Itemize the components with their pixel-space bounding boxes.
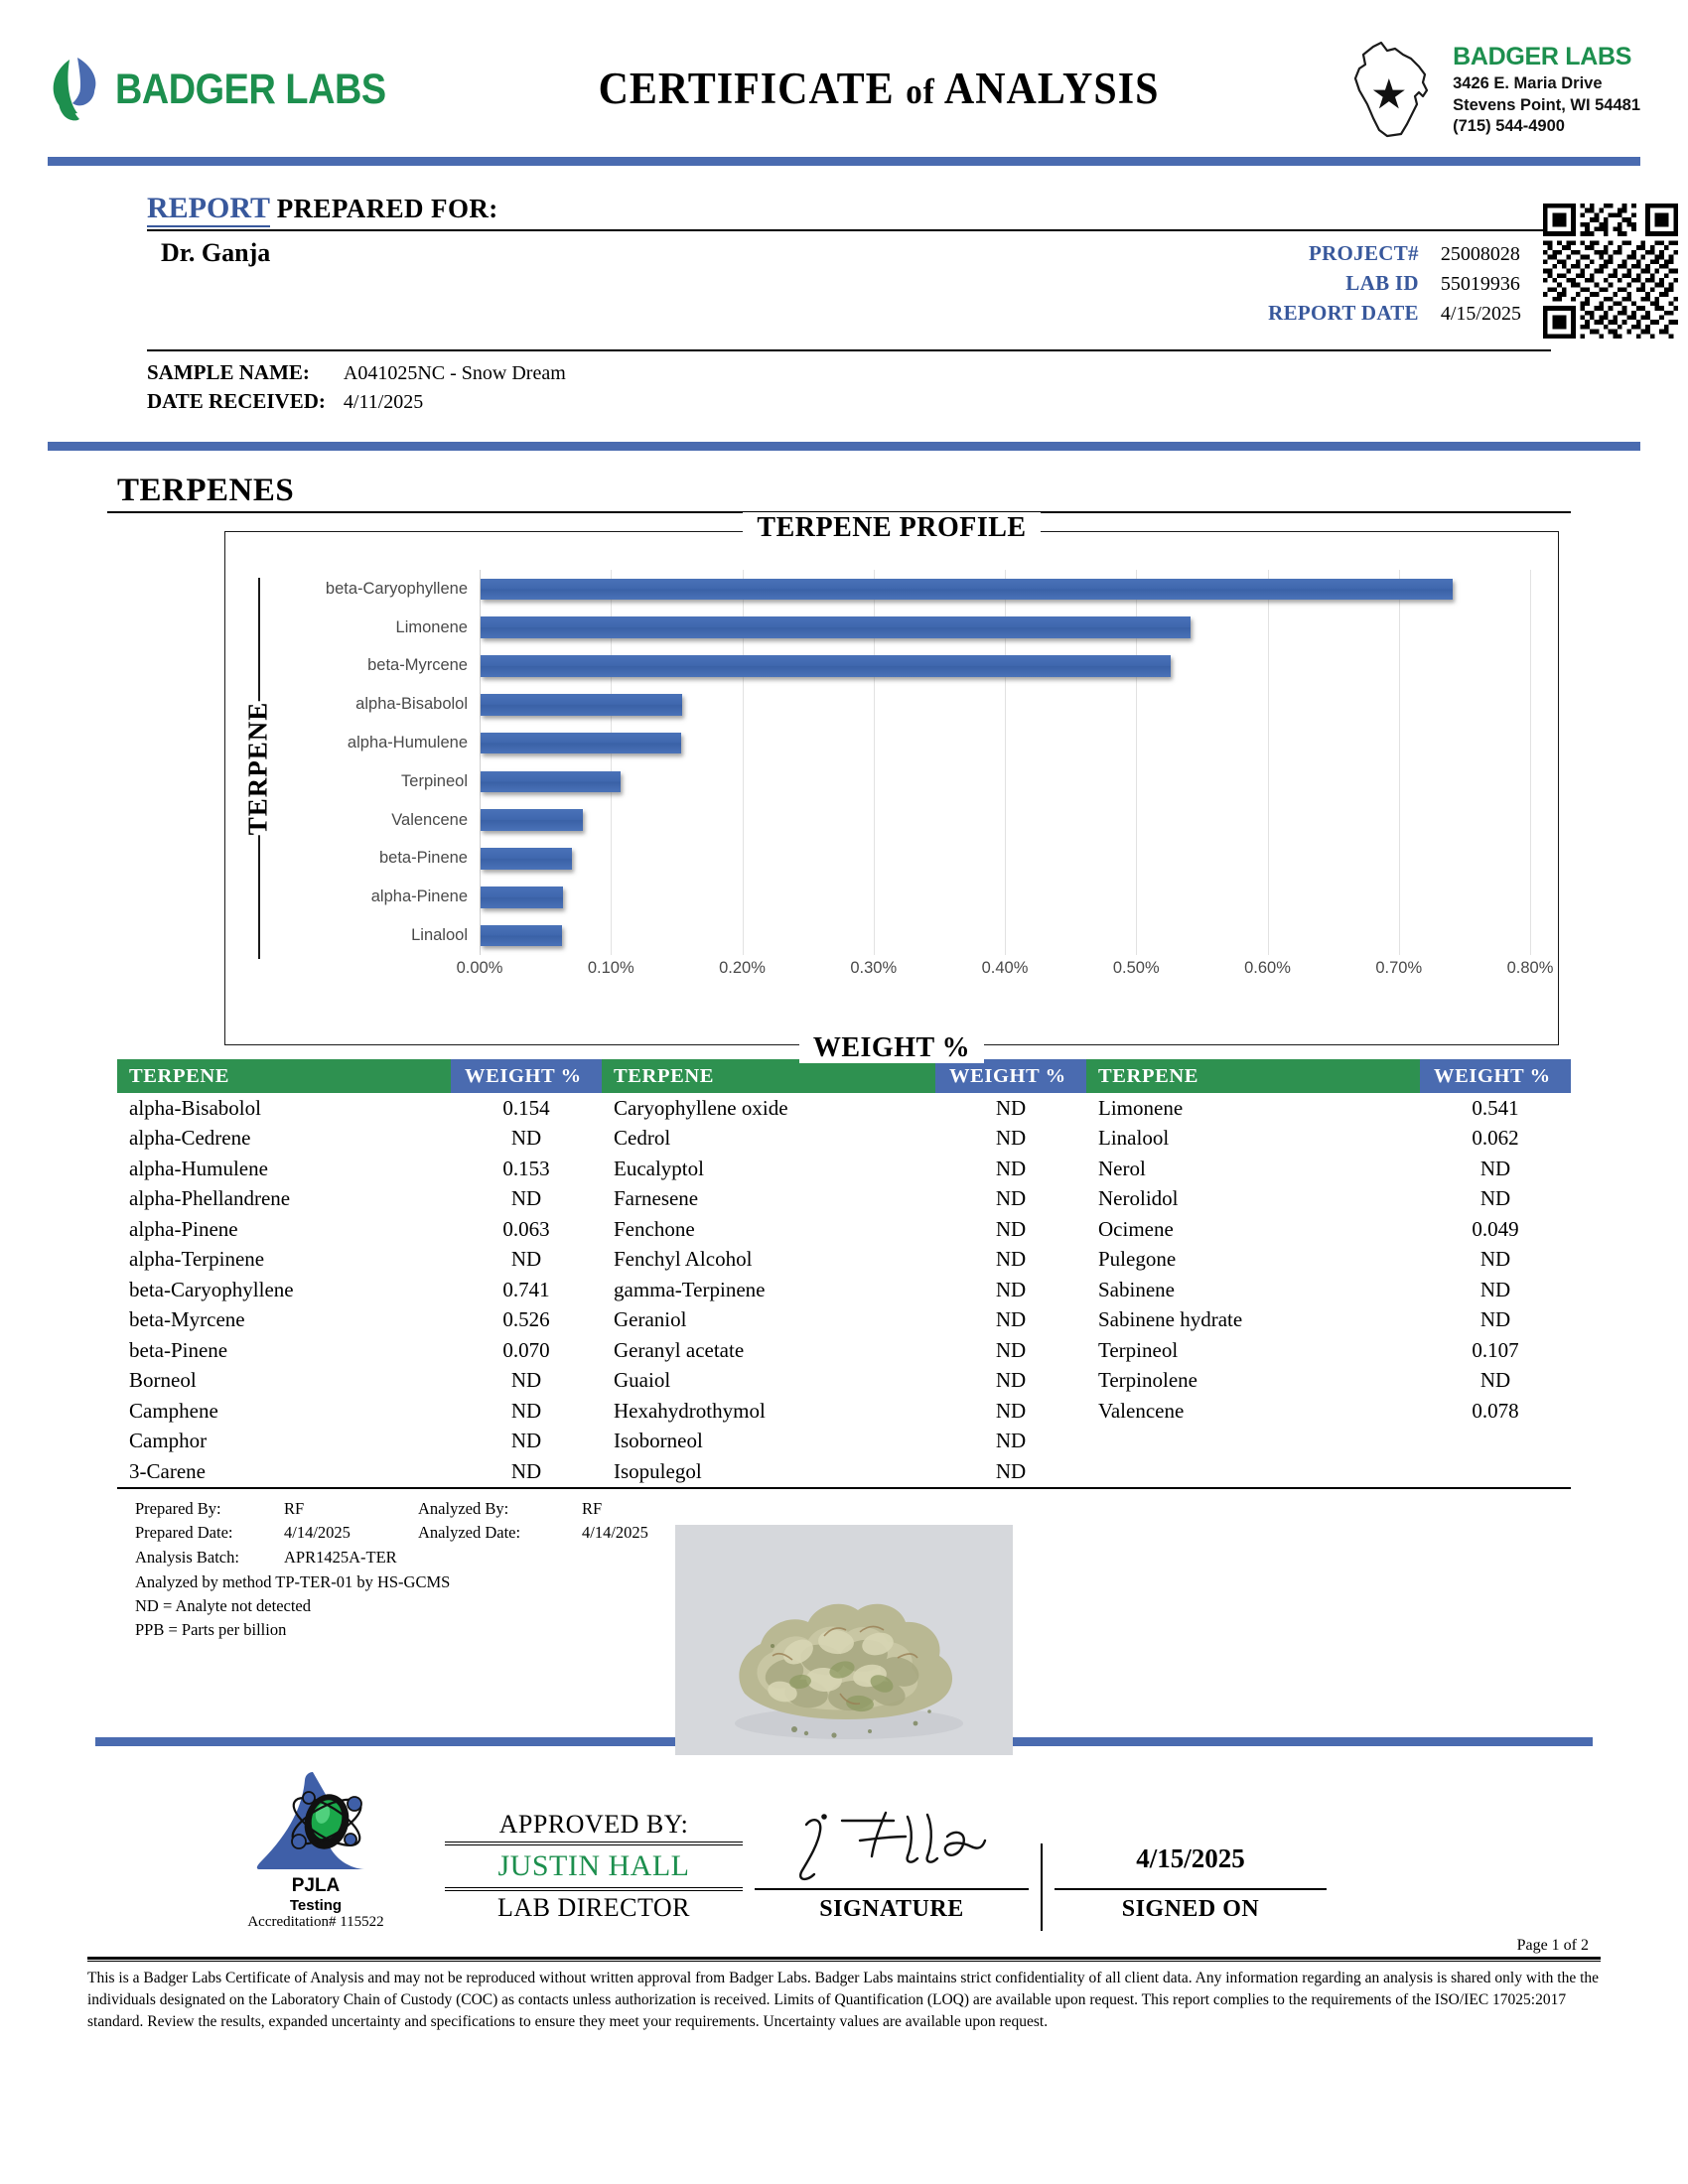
terpene-name: Eucalyptol [614, 1156, 704, 1180]
terpene-weight-value: ND [510, 1398, 542, 1423]
prepared-by-row [135, 1497, 1571, 1522]
approved-by-name: JUSTIN HALL [497, 1848, 690, 1882]
terpene-weight-value: ND [510, 1126, 542, 1151]
chart-tick-line [1530, 570, 1531, 955]
terpene-weight-value: ND [510, 1429, 542, 1453]
address-line-2: Stevens Point, WI 54481 [1453, 95, 1640, 114]
brand-block [48, 56, 514, 123]
table-row [117, 1456, 602, 1487]
table-row [1086, 1366, 1571, 1397]
sample-divider [147, 349, 1551, 351]
address-phone: (715) 544-4900 [1453, 117, 1565, 136]
chart-bar [481, 887, 563, 908]
terpene-profile-chart [224, 512, 1559, 1063]
terpene-name: Caryophyllene oxide [614, 1095, 788, 1120]
brand-name: BADGER LABS [115, 65, 386, 113]
prepared-by-value: RF [284, 1498, 305, 1518]
terpene-weight-value: 0.526 [502, 1307, 550, 1332]
table-row [1086, 1124, 1571, 1155]
terpene-weight-value: ND [1479, 1186, 1511, 1211]
date-received-row [147, 387, 566, 416]
terpene-name: alpha-Pinene [129, 1216, 238, 1241]
chart-bar-row [281, 647, 1530, 686]
table-row [117, 1184, 602, 1215]
signed-on-rule [1055, 1888, 1327, 1890]
terpene-name: beta-Myrcene [129, 1307, 245, 1332]
terpene-name: alpha-Bisabolol [129, 1095, 261, 1120]
header-divider [48, 157, 1640, 166]
chart-bar-track [480, 801, 1530, 840]
approved-by-rule-top [445, 1842, 743, 1845]
lab-address-block [1243, 39, 1640, 140]
terpene-weight-value: ND [1479, 1368, 1511, 1393]
column-header-terpene: TERPENE [117, 1059, 451, 1093]
chart-bar [481, 809, 583, 831]
pjla-logo-icon [251, 1766, 380, 1877]
project-number-value: 25008028 [1440, 242, 1520, 265]
chart-xtick-label: 0.20% [719, 959, 766, 977]
table-row [602, 1275, 1086, 1305]
pjla-accreditation-number: Accreditation# 115522 [247, 1913, 384, 1930]
column-header-weight: WEIGHT % [935, 1059, 1086, 1093]
table-row [602, 1427, 1086, 1457]
chart-bar-label: Limonene [395, 617, 468, 636]
address-line-1: 3426 E. Maria Drive [1453, 73, 1603, 92]
prepared-date-label: Prepared Date: [135, 1523, 233, 1543]
table-row [602, 1305, 1086, 1336]
method-note: Analyzed by method TP-TER-01 by HS-GCMS [135, 1571, 451, 1591]
table-row [1086, 1456, 1571, 1487]
approved-by-block [445, 1810, 743, 1931]
terpene-weight-value: ND [995, 1458, 1027, 1483]
terpene-weight-value: 0.153 [502, 1156, 550, 1180]
terpene-weight-value: ND [1479, 1156, 1511, 1180]
chart-plot-area [281, 570, 1554, 1011]
date-received-value: 4/11/2025 [343, 391, 424, 413]
chart-xtick-label: 0.10% [587, 959, 634, 977]
page-title-end: ANALYSIS [943, 65, 1160, 114]
chart-bar [481, 579, 1453, 601]
terpene-name: Limonene [1098, 1095, 1184, 1120]
qr-code[interactable] [1543, 204, 1678, 339]
ppb-note: PPB = Parts per billion [135, 1619, 287, 1639]
terpene-weight-value: ND [510, 1368, 542, 1393]
signature-block [743, 1807, 1041, 1931]
table-row [602, 1124, 1086, 1155]
table-row [602, 1154, 1086, 1184]
table-row [117, 1245, 602, 1276]
report-date-label: REPORT DATE [1268, 300, 1419, 325]
terpene-weight-value: ND [1479, 1247, 1511, 1272]
signed-on-label: SIGNED ON [1121, 1895, 1260, 1922]
terpene-name: Hexahydrothymol [614, 1398, 766, 1423]
chart-bar-track [480, 685, 1530, 724]
terpene-name: Terpineol [1098, 1337, 1179, 1362]
table-row [1086, 1154, 1571, 1184]
page-title-of: of [906, 72, 935, 112]
terpene-weight-value: ND [995, 1277, 1027, 1301]
chart-bar [481, 848, 572, 870]
table-row [602, 1214, 1086, 1245]
table-row [117, 1366, 602, 1397]
page-header [48, 0, 1640, 149]
signature-mark [782, 1807, 1001, 1886]
chart-xtick-label: 0.50% [1112, 959, 1160, 977]
terpene-weight-value: ND [995, 1398, 1027, 1423]
terpene-name: Geraniol [614, 1307, 687, 1332]
terpene-name: gamma-Terpinene [614, 1277, 766, 1301]
chart-bar-row [281, 762, 1530, 801]
report-date-value: 4/15/2025 [1440, 302, 1521, 325]
chart-bar-label: alpha-Bisabolol [355, 695, 468, 714]
terpene-name: 3-Carene [129, 1458, 206, 1483]
client-name: Dr. Ganja [161, 238, 271, 267]
terpene-name: Sabinene [1098, 1277, 1175, 1301]
terpene-name: Guaiol [614, 1368, 671, 1393]
terpene-name: beta-Caryophyllene [129, 1277, 294, 1301]
table-row [1086, 1184, 1571, 1215]
terpene-weight-value: 0.063 [502, 1216, 550, 1241]
table-row [602, 1396, 1086, 1427]
analyzed-by-value: RF [582, 1498, 603, 1518]
page-title [514, 64, 1243, 115]
report-meta-table [1268, 238, 1521, 328]
terpene-name: Fenchone [614, 1216, 695, 1241]
column-header-terpene: TERPENE [602, 1059, 935, 1093]
terpene-weight-value: 0.062 [1472, 1126, 1519, 1151]
pjla-name: PJLA [291, 1874, 341, 1896]
table-row [602, 1335, 1086, 1366]
report-heading-rule [147, 229, 1551, 231]
chart-bar-track [480, 724, 1530, 762]
table-row [1086, 1396, 1571, 1427]
table-row [117, 1093, 602, 1124]
chart-xlabel: WEIGHT % [799, 1032, 984, 1063]
table-row [602, 1184, 1086, 1215]
project-number-label: PROJECT# [1308, 240, 1419, 265]
sample-block [48, 349, 1640, 416]
report-meta-row [1268, 298, 1521, 328]
report-meta-row [1268, 238, 1521, 268]
chart-bar [481, 925, 562, 947]
chart-bar-row [281, 570, 1530, 609]
analyzed-by-label: Analyzed By: [418, 1498, 509, 1518]
terpene-weight-value: ND [995, 1247, 1027, 1272]
chart-bar-label: Terpineol [401, 771, 468, 790]
terpene-name: Isopulegol [614, 1458, 702, 1483]
chart-bar-row [281, 801, 1530, 840]
terpene-weight-value: ND [995, 1429, 1027, 1453]
report-heading-sub: PREPARED FOR: [276, 194, 498, 223]
chart-bar [481, 694, 682, 716]
cannabis-bud-image [675, 1525, 1013, 1755]
terpene-weight-value: ND [1479, 1307, 1511, 1332]
section-divider [48, 442, 1640, 451]
chart-xtick-label: 0.60% [1244, 959, 1291, 977]
chart-bar-row [281, 878, 1530, 916]
terpene-name: Sabinene hydrate [1098, 1307, 1243, 1332]
analysis-meta-area [117, 1497, 1571, 1725]
table-row [1086, 1305, 1571, 1336]
table-row [1086, 1335, 1571, 1366]
page-number: Page 1 of 2 [1516, 1936, 1589, 1954]
chart-xtick-label: 0.70% [1375, 959, 1423, 977]
table-row [117, 1275, 602, 1305]
chart-bar-row [281, 916, 1530, 955]
table-row [1086, 1093, 1571, 1124]
terpene-weight-value: 0.541 [1472, 1095, 1519, 1120]
chart-inner [225, 532, 1558, 1044]
terpene-weight-value: 0.078 [1472, 1398, 1519, 1423]
chart-bar-track [480, 762, 1530, 801]
terpene-name: Camphene [129, 1398, 218, 1423]
chart-xtick-label: 0.30% [850, 959, 898, 977]
chart-y-axis-label-group [241, 578, 275, 959]
table-row [117, 1124, 602, 1155]
sample-photo [675, 1525, 1013, 1755]
chart-bar-label: Linalool [411, 926, 468, 945]
chart-bar-label: Valencene [391, 810, 468, 829]
approved-by-role: LAB DIRECTOR [496, 1892, 691, 1922]
table-header-row [602, 1059, 1086, 1093]
terpene-name: Farnesene [614, 1186, 699, 1211]
column-header-weight: WEIGHT % [451, 1059, 602, 1093]
chart-ylabel: TERPENE [235, 702, 282, 836]
approval-block [48, 1766, 1640, 1931]
terpene-name: Linalool [1098, 1126, 1170, 1151]
chart-bar-track [480, 840, 1530, 879]
approved-by-label: APPROVED BY: [498, 1809, 689, 1839]
chart-frame [224, 512, 1559, 1063]
chart-xtick-label: 0.40% [981, 959, 1029, 977]
terpene-name: alpha-Cedrene [129, 1126, 251, 1151]
pjla-testing-label: Testing [289, 1896, 343, 1914]
pjla-accreditation-block [216, 1766, 415, 1931]
terpene-weight-value: ND [995, 1095, 1027, 1120]
terpene-name: alpha-Terpinene [129, 1247, 265, 1272]
terpene-name: Camphor [129, 1429, 208, 1453]
chart-bar-row [281, 685, 1530, 724]
chart-bar-row [281, 724, 1530, 762]
sample-name-label: SAMPLE NAME: [147, 360, 310, 384]
analysis-batch-value: APR1425A-TER [284, 1548, 397, 1567]
terpene-name: Geranyl acetate [614, 1337, 745, 1362]
terpene-weight-value: ND [510, 1458, 542, 1483]
table-bottom-rule [117, 1487, 1571, 1489]
table-row [1086, 1214, 1571, 1245]
terpene-weight-value: ND [995, 1156, 1027, 1180]
chart-bar-row [281, 609, 1530, 647]
terpene-name: Pulegone [1098, 1247, 1177, 1272]
lab-address-text [1453, 41, 1640, 138]
terpene-results-table [117, 1059, 1571, 1487]
terpene-name: Valencene [1098, 1398, 1185, 1423]
signature-label: SIGNATURE [819, 1895, 964, 1922]
chart-xtick-label: 0.00% [456, 959, 503, 977]
prepared-date-value: 4/14/2025 [284, 1523, 351, 1543]
terpene-weight-value: 0.107 [1472, 1337, 1519, 1362]
table-row [117, 1305, 602, 1336]
chart-bar-track [480, 609, 1530, 647]
table-row [1086, 1427, 1571, 1457]
date-received-label: DATE RECEIVED: [147, 389, 326, 413]
table-row [117, 1396, 602, 1427]
wisconsin-map-icon [1343, 39, 1443, 140]
chart-bar-label: beta-Pinene [379, 849, 468, 868]
chart-bar-label: beta-Caryophyllene [325, 579, 468, 598]
terpene-weight-value: 0.070 [502, 1337, 550, 1362]
table-column [117, 1059, 602, 1487]
table-column [602, 1059, 1086, 1487]
table-header-row [1086, 1059, 1571, 1093]
terpene-weight-value: 0.154 [502, 1095, 550, 1120]
terpenes-section-header [48, 473, 1640, 513]
page-title-main: CERTIFICATE [598, 65, 895, 114]
column-header-terpene: TERPENE [1086, 1059, 1420, 1093]
chart-title: TERPENE PROFILE [743, 512, 1040, 543]
chart-bar-label: alpha-Pinene [370, 887, 468, 906]
report-block [48, 192, 1640, 328]
chart-bar-track [480, 570, 1530, 609]
table-row [117, 1427, 602, 1457]
terpene-name: Borneol [129, 1368, 197, 1393]
prepared-by-label: Prepared By: [135, 1498, 221, 1518]
chart-bar [481, 655, 1171, 677]
table-row [602, 1245, 1086, 1276]
terpene-name: Isoborneol [614, 1429, 703, 1453]
chart-bar-track [480, 878, 1530, 916]
report-meta-row [1268, 268, 1521, 298]
terpene-name: Fenchyl Alcohol [614, 1247, 753, 1272]
sample-name-row [147, 358, 566, 387]
chart-bar [481, 733, 681, 754]
lab-name: BADGER LABS [1453, 42, 1632, 70]
terpene-name: Nerolidol [1098, 1186, 1179, 1211]
table-header-row [117, 1059, 602, 1093]
report-heading [147, 192, 1551, 225]
table-column [1086, 1059, 1571, 1487]
chart-bar-track [480, 916, 1530, 955]
sample-name-value: A041025NC - Snow Dream [343, 362, 566, 384]
terpene-name: Ocimene [1098, 1216, 1174, 1241]
terpene-weight-value: 0.741 [502, 1277, 550, 1301]
table-row [602, 1456, 1086, 1487]
terpene-name: Nerol [1098, 1156, 1146, 1180]
terpene-weight-value: ND [510, 1247, 542, 1272]
chart-xlabel-wrap [225, 1032, 1558, 1064]
terpene-weight-value: ND [995, 1186, 1027, 1211]
terpene-weight-value: 0.049 [1472, 1216, 1519, 1241]
table-row [602, 1366, 1086, 1397]
table-row [602, 1093, 1086, 1124]
table-row [1086, 1275, 1571, 1305]
analyzed-date-label: Analyzed Date: [418, 1523, 521, 1543]
chart-bar-label: alpha-Humulene [347, 734, 468, 752]
terpene-weight-value: ND [995, 1337, 1027, 1362]
chart-x-axis [456, 959, 1554, 989]
signed-on-block [1041, 1843, 1338, 1931]
approved-by-rule-bottom [445, 1887, 743, 1891]
chart-xtick-label: 0.80% [1506, 959, 1554, 977]
terpene-weight-value: ND [995, 1368, 1027, 1393]
lab-id-label: LAB ID [1345, 270, 1419, 295]
nd-note: ND = Analyte not detected [135, 1595, 312, 1615]
chart-bars [281, 570, 1530, 955]
terpene-name: Terpinolene [1098, 1368, 1197, 1393]
table-row [1086, 1245, 1571, 1276]
terpene-weight-value: ND [510, 1186, 542, 1211]
table-row [117, 1154, 602, 1184]
chart-bar-track [480, 647, 1530, 686]
disclaimer-text: This is a Badger Labs Certificate of Analysis and may not be reproduced without written approval from Badger Labs. Badger Labs maintains strict confidentiality of all client data. Any information regarding an analysis is shared only with the the individuals designated on the Laboratory Chain of Custody (COC) as contacts unless authorization is received. Limits of Quantification (LOQ) are available upon request. This report complies to the requirements of the ISO/IEC 17025:2017 standard. Review the results, expanded uncertainty and specifications to ensure they meet your requirements. Uncertainty values are available upon request. [87, 1969, 1600, 2030]
terpene-name: alpha-Phellandrene [129, 1186, 291, 1211]
section-title: TERPENES [117, 473, 295, 508]
column-header-weight: WEIGHT % [1420, 1059, 1571, 1093]
terpene-name: alpha-Humulene [129, 1156, 268, 1180]
chart-bar-label: beta-Myrcene [367, 656, 468, 675]
terpene-weight-value: ND [1479, 1277, 1511, 1301]
analyzed-date-value: 4/14/2025 [582, 1523, 648, 1543]
terpene-weight-value: ND [995, 1216, 1027, 1241]
terpene-weight-value: ND [995, 1307, 1027, 1332]
signed-on-date: 4/15/2025 [1136, 1843, 1245, 1873]
chart-bar [481, 771, 621, 793]
sample-table [147, 358, 566, 416]
report-body [147, 238, 1551, 328]
signature-rule [755, 1888, 1029, 1890]
analysis-batch-label: Analysis Batch: [135, 1548, 239, 1567]
report-heading-word: REPORT [147, 192, 270, 227]
terpene-name: beta-Pinene [129, 1337, 228, 1362]
badger-leaf-logo-icon [48, 56, 99, 123]
chart-bar [481, 616, 1191, 638]
chart-bar-row [281, 840, 1530, 879]
lab-id-value: 55019936 [1440, 272, 1520, 295]
terpene-weight-value: ND [995, 1126, 1027, 1151]
terpene-name: Cedrol [614, 1126, 671, 1151]
table-row [117, 1214, 602, 1245]
table-row [117, 1335, 602, 1366]
